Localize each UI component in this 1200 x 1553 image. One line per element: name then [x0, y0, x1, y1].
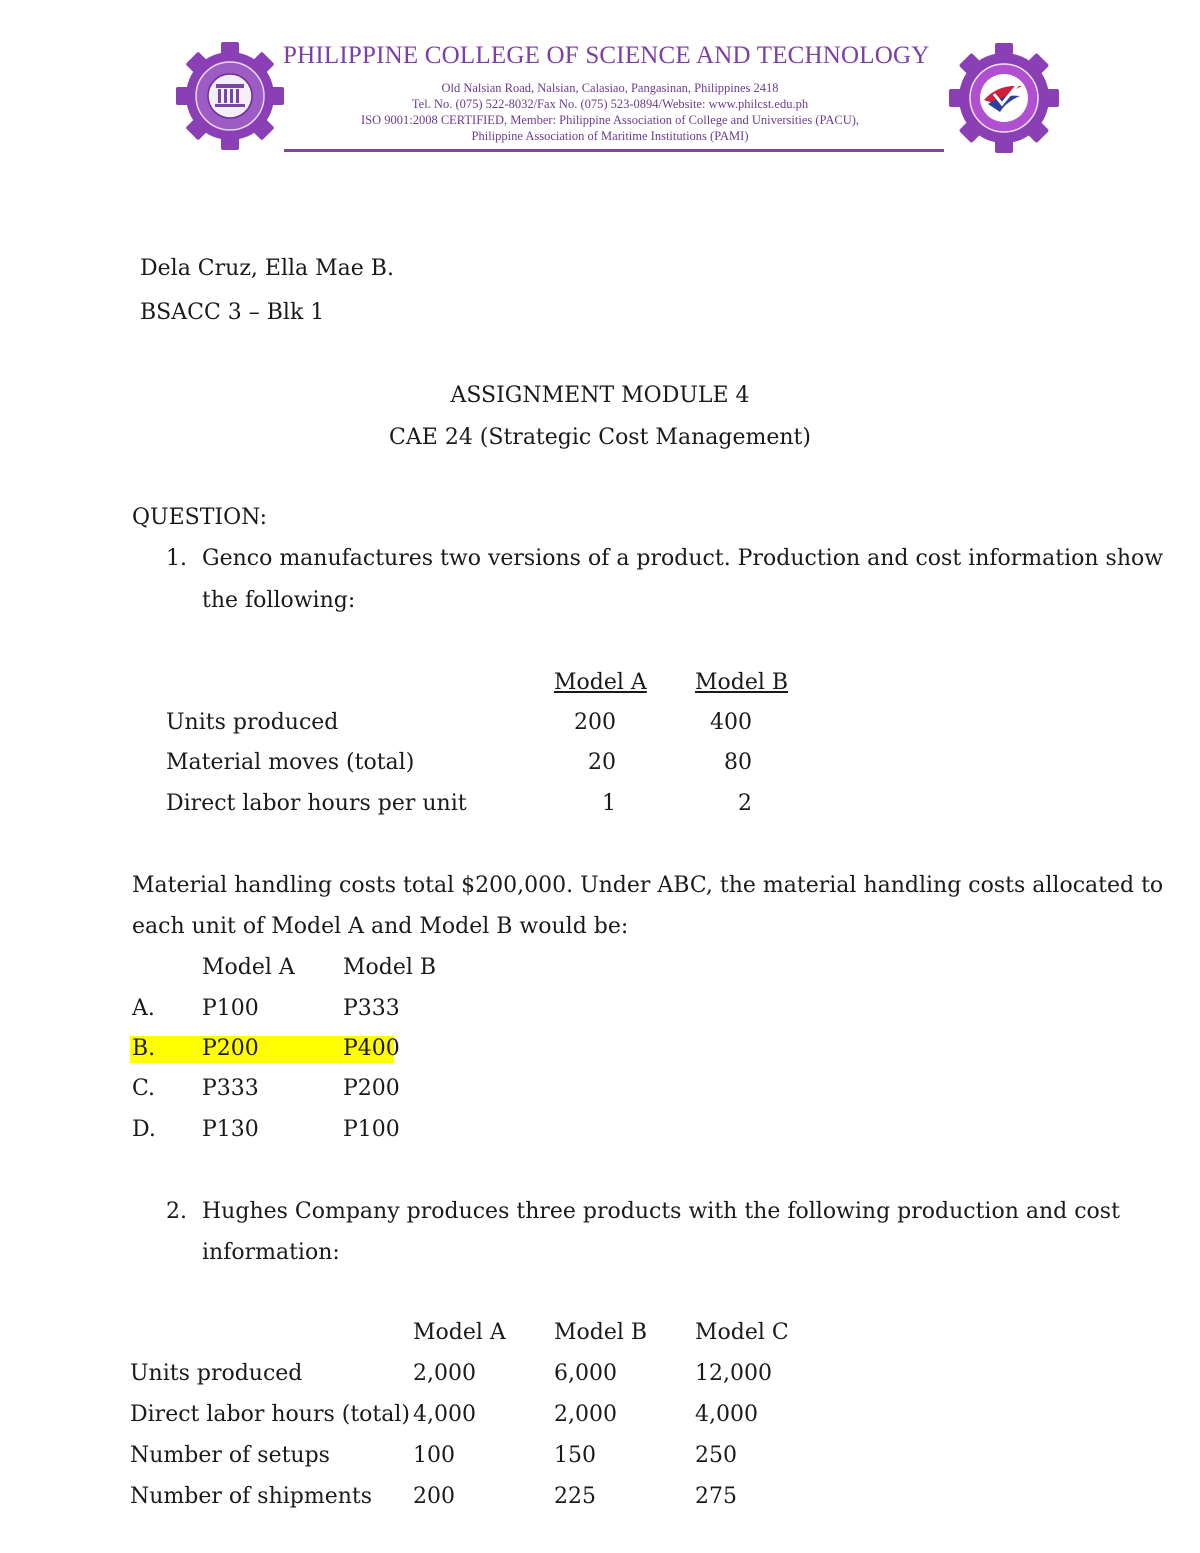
- q1-cell-b: 2: [738, 791, 752, 816]
- header-rule: [284, 149, 944, 152]
- q2-cell-b: 225: [554, 1484, 596, 1509]
- q1-choice-header-b: Model B: [343, 955, 437, 980]
- q1-choice-header-a: Model A: [202, 955, 295, 980]
- choice-letter: C.: [132, 1076, 156, 1101]
- quality-seal-gear-logo: [948, 42, 1060, 154]
- q2-cell-a: 100: [413, 1443, 455, 1468]
- q2-cell-b: 6,000: [554, 1361, 617, 1386]
- q2-cell-b: 2,000: [554, 1402, 617, 1427]
- q1-col-header-b: Model B: [695, 670, 789, 695]
- q1-row-label: Direct labor hours per unit: [166, 791, 467, 816]
- q2-cell-c: 250: [695, 1443, 737, 1468]
- q2-row-label: Number of setups: [130, 1443, 330, 1468]
- institution-pami: Philippine Association of Maritime Institutions (PAMI): [471, 129, 749, 143]
- q2-row-label: Direct labor hours (total): [130, 1402, 410, 1427]
- q1-text-line1: Genco manufactures two versions of a product. Production and cost information show: [202, 546, 1164, 571]
- choice-value-a: P100: [202, 996, 259, 1021]
- q2-cell-a: 4,000: [413, 1402, 476, 1427]
- question-label: QUESTION:: [132, 505, 267, 530]
- choice-letter: A.: [132, 996, 155, 1021]
- q2-cell-b: 150: [554, 1443, 596, 1468]
- course-title: CAE 24 (Strategic Cost Management): [389, 425, 811, 450]
- q1-followup-line1: Material handling costs total $200,000. Under ABC, the material handling costs allocated to: [132, 873, 1164, 898]
- choice-value-a-selected: P200: [202, 1036, 259, 1061]
- choice-value-b: P200: [343, 1076, 400, 1101]
- choice-letter: D.: [132, 1117, 156, 1142]
- q1-cell-a: 20: [588, 750, 616, 775]
- q1-number: 1.: [166, 546, 187, 571]
- institution-contact: Tel. No. (075) 522-8032/Fax No. (075) 523-0894/Website: www.philcst.edu.ph: [411, 97, 809, 111]
- choice-value-b: P100: [343, 1117, 400, 1142]
- assignment-title: ASSIGNMENT MODULE 4: [450, 383, 750, 408]
- q1-followup-line2: each unit of Model A and Model B would be:: [132, 914, 629, 939]
- institution-iso: ISO 9001:2008 CERTIFIED, Member: Philippine Association of College and Universities (PACU),: [360, 113, 860, 127]
- q1-cell-b: 400: [710, 710, 752, 735]
- q2-col-header-b: Model B: [554, 1320, 648, 1345]
- q2-cell-c: 4,000: [695, 1402, 758, 1427]
- college-seal-gear-logo: [176, 40, 284, 152]
- q2-row-label: Number of shipments: [130, 1484, 373, 1509]
- choice-value-b: P333: [343, 996, 400, 1021]
- q2-text-line1: Hughes Company produces three products with the following production and cost: [202, 1199, 1120, 1224]
- q2-cell-a: 2,000: [413, 1361, 476, 1386]
- choice-letter-selected: B.: [132, 1036, 156, 1061]
- choice-value-a: P130: [202, 1117, 259, 1142]
- q1-col-header-a: Model A: [554, 670, 647, 695]
- institution-address: Old Nalsian Road, Nalsian, Calasiao, Pangasinan, Philippines 2418: [441, 81, 779, 95]
- q2-row-label: Units produced: [130, 1361, 303, 1386]
- q2-text-line2: information:: [202, 1240, 340, 1265]
- q1-cell-b: 80: [724, 750, 752, 775]
- institution-name: PHILIPPINE COLLEGE OF SCIENCE AND TECHNOLOGY: [283, 42, 930, 69]
- q2-col-header-c: Model C: [695, 1320, 789, 1345]
- q1-cell-a: 200: [574, 710, 616, 735]
- q2-col-header-a: Model A: [413, 1320, 506, 1345]
- student-name: Dela Cruz, Ella Mae B.: [140, 256, 394, 281]
- q1-cell-a: 1: [602, 791, 616, 816]
- q1-row-label: Units produced: [166, 710, 339, 735]
- student-section: BSACC 3 – Blk 1: [140, 300, 325, 325]
- q2-cell-c: 12,000: [695, 1361, 772, 1386]
- q2-cell-a: 200: [413, 1484, 455, 1509]
- q1-row-label: Material moves (total): [166, 750, 415, 775]
- q1-text-line2: the following:: [202, 588, 356, 613]
- choice-value-a: P333: [202, 1076, 259, 1101]
- choice-value-b-selected: P400: [343, 1036, 400, 1061]
- q2-cell-c: 275: [695, 1484, 737, 1509]
- q2-number: 2.: [166, 1199, 187, 1224]
